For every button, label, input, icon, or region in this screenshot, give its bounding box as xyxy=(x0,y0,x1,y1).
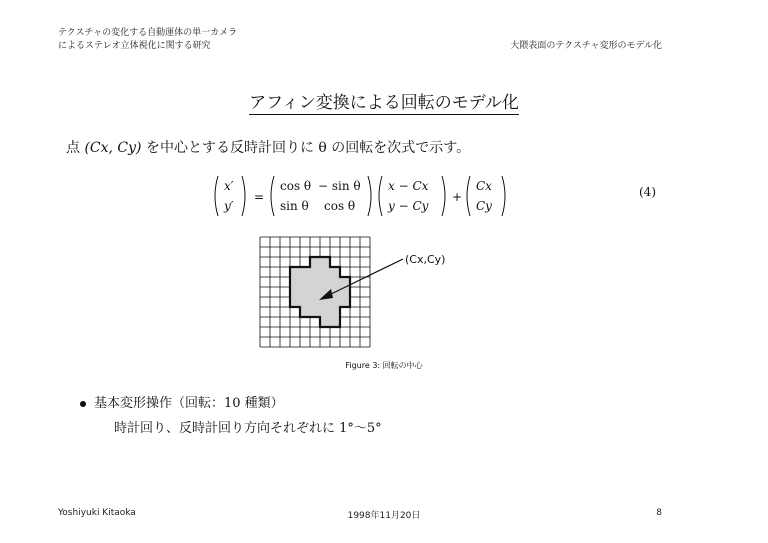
m22: cos θ xyxy=(324,199,356,213)
equation-number: (4) xyxy=(639,185,656,199)
lhs-y: y′ xyxy=(224,199,234,213)
c-bot: Cy xyxy=(476,199,492,213)
intro-text: 点 (Cx, Cy) を中心とする反時計回りに θ の回転を次式で示す。 xyxy=(66,140,471,156)
footer-page: 8 xyxy=(656,508,662,518)
m21: sin θ xyxy=(280,199,309,213)
header-left xyxy=(58,27,237,53)
footer-date: 1998年11月20日 xyxy=(347,511,421,521)
rotated-region xyxy=(290,257,350,327)
equals-sign: = xyxy=(254,190,265,204)
bullet-item: 基本変形操作（回転：10 種類） xyxy=(80,392,284,411)
rotation-equation xyxy=(210,172,520,220)
lhs-x: x′ xyxy=(224,179,234,193)
figure-caption: Figure 3: 回転の中心 xyxy=(345,361,423,370)
footer-author: Yoshiyuki Kitaoka xyxy=(58,508,136,518)
plus-sign: + xyxy=(452,190,463,204)
m11: cos θ xyxy=(280,179,312,193)
slide-title: アフィン変換による回転のモデル化 xyxy=(249,93,519,113)
rotation-center-figure xyxy=(255,232,495,350)
bullet-dot-icon xyxy=(80,401,86,407)
center-point: (Cx, Cy) xyxy=(84,140,142,156)
bullet-subtext: 時計回り、反時計回り方向それぞれに 1°〜5° xyxy=(114,421,382,436)
vec-top: x − Cx xyxy=(388,179,429,193)
header-left-line1: テクスチャの変化する自動運体の単一カメラ xyxy=(58,28,238,38)
c-top: Cx xyxy=(476,179,492,193)
center-label: (Cx,Cy) xyxy=(405,253,446,266)
vec-bot: y − Cy xyxy=(388,199,429,213)
header-right: 大隈表面のテクスチャ変形のモデル化 xyxy=(510,41,662,51)
header-left-line2: によるステレオ立体視化に関する研究 xyxy=(58,41,211,51)
m12: − sin θ xyxy=(318,179,361,193)
